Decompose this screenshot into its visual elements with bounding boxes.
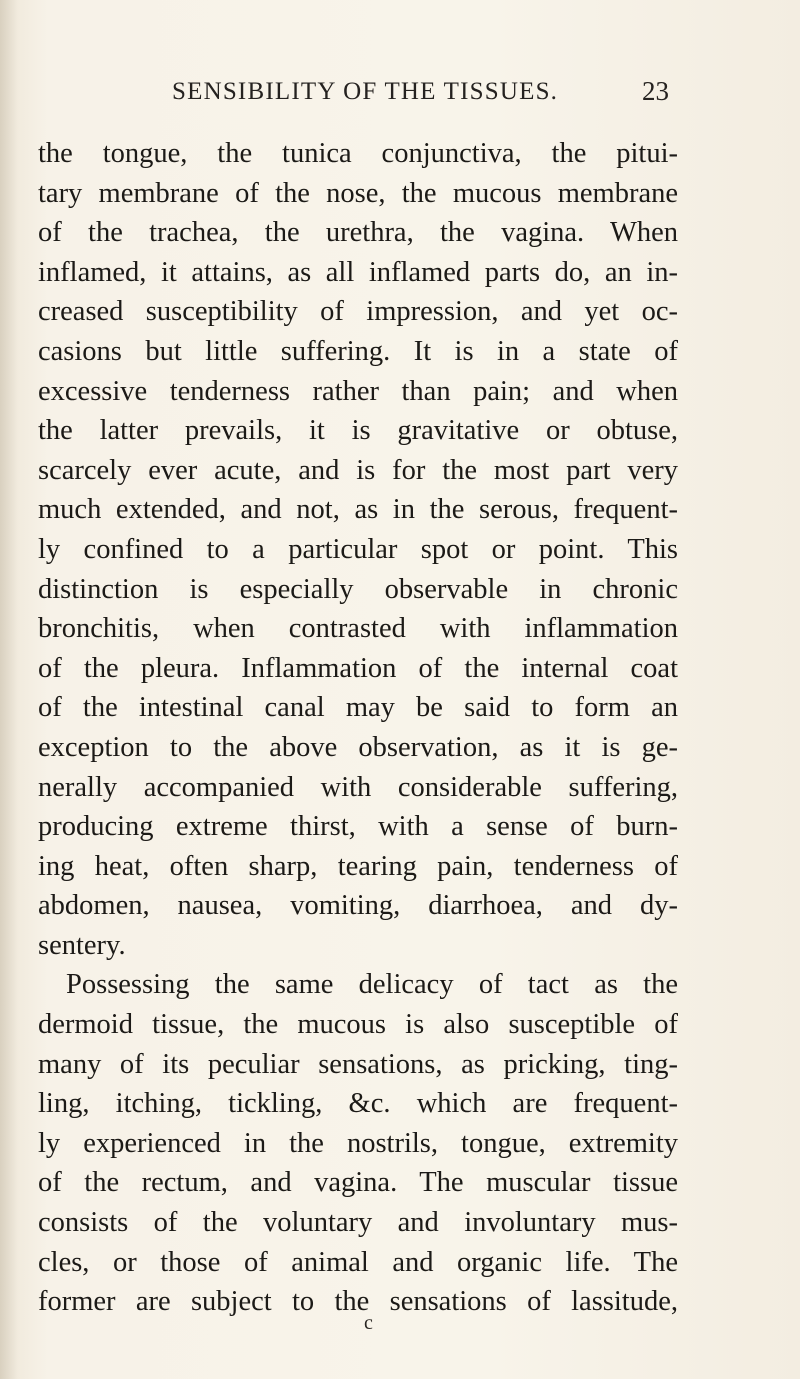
text-line: producing extreme thirst, with a sense of burn- bbox=[38, 811, 678, 843]
text-line: distinction is especially observable in chronic bbox=[38, 573, 678, 605]
running-head: SENSIBILITY OF THE TISSUES. bbox=[172, 78, 559, 105]
text-line: dermoid tissue, the mucous is also susceptible of bbox=[38, 1009, 678, 1041]
text-line: creased susceptibility of impression, and yet oc- bbox=[38, 296, 678, 328]
text-line: many of its peculiar sensations, as pricking, ting- bbox=[38, 1048, 678, 1080]
signature-mark: c bbox=[364, 1312, 373, 1334]
text-line: inflamed, it attains, as all inflamed parts do, an in- bbox=[38, 256, 678, 288]
text-line: ly experienced in the nostrils, tongue, extremity bbox=[38, 1127, 678, 1159]
text-line: sentery. bbox=[38, 929, 126, 961]
text-line: the tongue, the tunica conjunctiva, the pitui- bbox=[38, 138, 678, 169]
spine-shadow bbox=[0, 0, 18, 1379]
text-line: excessive tenderness rather than pain; and when bbox=[38, 375, 678, 407]
text-line: much extended, and not, as in the serous, frequent- bbox=[38, 494, 678, 526]
text-line: of the rectum, and vagina. The muscular tissue bbox=[38, 1167, 678, 1199]
text-line: tary membrane of the nose, the mucous membrane bbox=[38, 177, 678, 209]
page-number: 23 bbox=[642, 76, 669, 106]
text-line: the latter prevails, it is gravitative or obtuse, bbox=[38, 415, 678, 447]
text-line: ing heat, often sharp, tearing pain, tenderness of bbox=[38, 850, 678, 882]
text-line: Possessing the same delicacy of tact as the bbox=[66, 969, 678, 1001]
text-line: casions but little suffering. It is in a state of bbox=[38, 335, 678, 367]
text-line: consists of the voluntary and involuntary mus- bbox=[38, 1207, 678, 1239]
text-line: exception to the above observation, as it is ge- bbox=[38, 731, 678, 763]
text-line: scarcely ever acute, and is for the most part very bbox=[38, 454, 678, 486]
text-line: cles, or those of animal and organic life. The bbox=[38, 1246, 678, 1278]
text-line: of the trachea, the urethra, the vagina. When bbox=[38, 217, 678, 249]
text-line: former are subject to the sensations of lassitude, bbox=[38, 1286, 678, 1318]
text-line: ly confined to a particular spot or point. This bbox=[38, 533, 678, 565]
text-line: nerally accompanied with considerable suffering, bbox=[38, 771, 678, 803]
text-line: abdomen, nausea, vomiting, diarrhoea, and dy- bbox=[38, 890, 678, 922]
text-line: ling, itching, tickling, &c. which are frequent- bbox=[38, 1088, 678, 1120]
body-text bbox=[38, 134, 678, 1322]
text-line: of the pleura. Inflammation of the internal coat bbox=[38, 652, 678, 684]
text-line: of the intestinal canal may be said to form an bbox=[38, 692, 678, 724]
text-line: bronchitis, when contrasted with inflammation bbox=[38, 613, 678, 645]
